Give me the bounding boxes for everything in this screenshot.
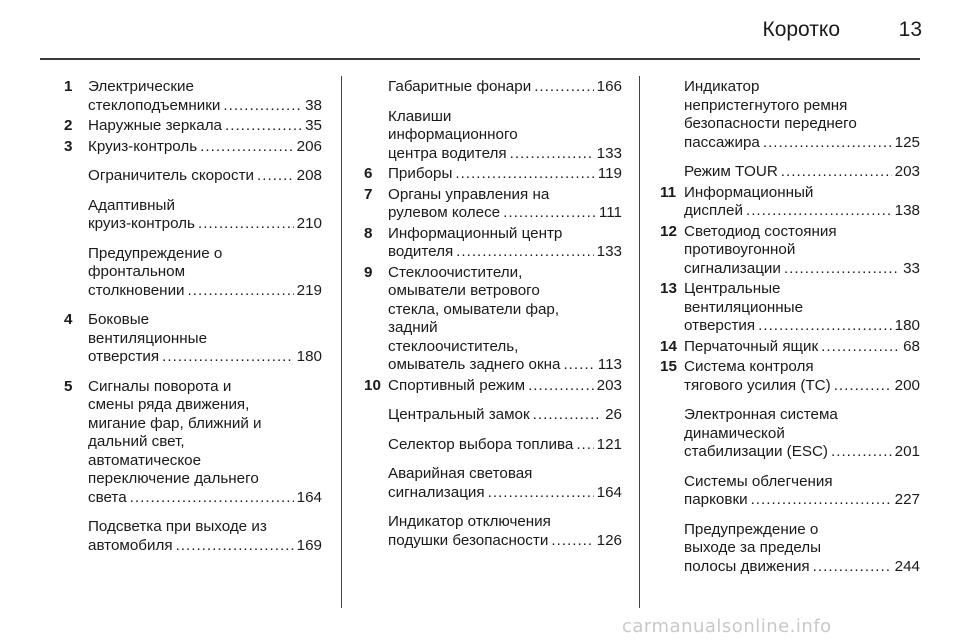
page-reference[interactable]: 203 (894, 163, 920, 180)
entry-text-line: подушки безопасности (388, 531, 549, 549)
entry-text-line: Информационный центр (388, 224, 563, 242)
entry-number: 5 (64, 377, 73, 395)
entry-text-line: Индикатор (684, 78, 760, 95)
page-reference[interactable]: 133 (596, 144, 622, 162)
dot-leader (130, 489, 294, 508)
index-entry (660, 78, 920, 152)
page-number: 13 (898, 18, 922, 41)
entry-text-line: автоматическое (88, 451, 202, 469)
index-entry (660, 358, 920, 395)
dot-leader (751, 491, 892, 510)
dot-leader (813, 558, 892, 577)
page-reference[interactable]: 169 (296, 536, 322, 554)
index-entry (660, 338, 920, 357)
page-reference[interactable]: 166 (596, 78, 622, 95)
entry-text-line: сигнализация (388, 483, 485, 501)
entry-text-line: переключение дальнего (88, 470, 259, 487)
entry-text-line: динамической (684, 424, 785, 442)
page-reference[interactable]: 201 (894, 443, 920, 460)
page-reference[interactable]: 227 (894, 491, 920, 508)
dot-leader (456, 243, 593, 262)
entry-text-line: Клавиши (388, 107, 452, 125)
page-reference[interactable]: 133 (596, 243, 622, 260)
index-entry (364, 108, 622, 164)
entry-text-line: Предупреждение о (684, 520, 819, 538)
page-reference[interactable]: 26 (605, 406, 622, 423)
entry-text-line: Органы управления на (388, 185, 550, 203)
entry-text-line: столкновении (88, 281, 185, 299)
entry-number: 3 (64, 137, 73, 155)
entry-text-line: Сигналы поворота и (88, 377, 232, 395)
entry-text-line: Круиз-контроль (88, 137, 198, 155)
dot-leader (510, 145, 594, 164)
entry-text-line: стеклоочиститель, (388, 337, 519, 355)
dot-leader (551, 532, 593, 551)
page-reference[interactable]: 206 (296, 137, 322, 155)
page-reference[interactable]: 33 (903, 259, 920, 277)
dot-leader (563, 356, 594, 375)
index-entry (364, 264, 622, 375)
index-entry (64, 518, 322, 555)
entry-text-line: Приборы (388, 165, 453, 182)
index-column-3 (660, 78, 920, 587)
entry-text-line: света (88, 488, 127, 506)
dot-leader (455, 165, 594, 184)
dot-leader (533, 406, 602, 425)
page-reference[interactable]: 219 (296, 281, 322, 299)
page-reference[interactable]: 138 (894, 202, 920, 219)
entry-text-line: Система контроля (684, 358, 814, 375)
entry-text-line: Перчаточный ящик (684, 337, 819, 355)
entry-number: 13 (660, 280, 677, 297)
index-entry (364, 186, 622, 223)
entry-text-line: Стеклоочистители, (388, 263, 523, 281)
dot-leader (257, 167, 294, 186)
entry-text-line: задний (388, 319, 438, 336)
index-column-1 (64, 78, 322, 566)
dot-leader (821, 338, 900, 357)
index-entry (660, 473, 920, 510)
index-entry (364, 513, 622, 550)
page-reference[interactable]: 68 (903, 337, 920, 355)
page-reference[interactable]: 35 (305, 117, 322, 134)
entry-text-line: вентиляционные (684, 298, 804, 316)
entry-text-line: фронтальном (88, 263, 186, 280)
header-divider (40, 58, 920, 60)
dot-leader (198, 215, 294, 234)
entry-text-line: мигание фар, ближний и (88, 414, 262, 432)
entry-text-line: Ограничитель скорости (88, 167, 255, 184)
entry-number: 8 (364, 224, 373, 242)
dot-leader (200, 138, 293, 157)
index-entry (64, 78, 322, 115)
dot-leader (758, 317, 892, 336)
entry-text-line: противоугонной (684, 241, 796, 258)
entry-text-line: Информационный (684, 183, 814, 201)
entry-text-line: Адаптивный (88, 196, 175, 214)
entry-text-line: круиз-контроль (88, 215, 195, 232)
watermark: carmanualsonline.info (622, 616, 832, 637)
page-reference[interactable]: 208 (296, 167, 322, 184)
page-reference[interactable]: 126 (596, 531, 622, 549)
entry-text-line: омыватель заднего окна (388, 356, 561, 373)
index-entry (660, 184, 920, 221)
dot-leader (503, 204, 596, 223)
page-reference[interactable]: 180 (296, 348, 322, 365)
index-entry (660, 223, 920, 279)
entry-text-line: парковки (684, 491, 748, 508)
entry-text-line: Наружные зеркала (88, 117, 223, 134)
index-entry (660, 163, 920, 182)
entry-text-line: Режим TOUR (684, 163, 778, 180)
page-reference[interactable]: 200 (894, 376, 920, 394)
entry-text-line: полосы движения (684, 557, 810, 575)
page-reference[interactable]: 180 (894, 317, 920, 334)
page-reference[interactable]: 119 (597, 165, 622, 182)
entry-text-line: дисплей (684, 202, 743, 219)
dot-leader (784, 260, 900, 279)
dot-leader (488, 484, 594, 503)
page-reference[interactable]: 203 (596, 376, 622, 394)
entry-number: 7 (364, 185, 373, 203)
index-entry (660, 521, 920, 577)
entry-text-line: центра водителя (388, 144, 507, 162)
entry-text-line: Светодиод состояния (684, 222, 837, 240)
entry-text-line: Аварийная световая (388, 465, 533, 482)
entry-text-line: пассажира (684, 133, 760, 151)
dot-leader (781, 163, 892, 182)
index-column-2 (364, 78, 622, 561)
page-reference[interactable]: 125 (894, 133, 920, 151)
index-entry (364, 465, 622, 502)
page-reference[interactable]: 113 (597, 356, 622, 373)
index-entry (364, 377, 622, 396)
entry-number: 15 (660, 358, 677, 375)
index-entry (660, 280, 920, 336)
entry-text-line: Индикатор отключения (388, 513, 551, 530)
index-entry (64, 117, 322, 136)
entry-number: 2 (64, 117, 73, 134)
entry-text-line: Габаритные фонари (388, 78, 532, 95)
index-entry (64, 245, 322, 301)
entry-text-line: сигнализации (684, 259, 781, 277)
dot-leader (576, 436, 593, 455)
index-entry (64, 378, 322, 508)
page-reference[interactable]: 210 (296, 215, 322, 232)
entry-text-line: Электронная система (684, 406, 838, 423)
entry-text-line: рулевом колесе (388, 204, 501, 221)
page-reference[interactable]: 164 (296, 488, 322, 506)
entry-text-line: стабилизации (ESC) (684, 443, 828, 460)
dot-leader (528, 377, 594, 396)
entry-text-line: водителя (388, 243, 454, 260)
entry-text-line: стекла, омыватели фар, (388, 300, 560, 318)
entry-text-line: автомобиля (88, 536, 173, 554)
entry-text-line: смены ряда движения, (88, 396, 250, 413)
entry-text-line: Подсветка при выходе из (88, 518, 267, 535)
entry-number: 12 (660, 222, 677, 240)
index-entry (64, 138, 322, 157)
index-entry (364, 78, 622, 97)
dot-leader (834, 377, 892, 396)
entry-number: 9 (364, 263, 373, 281)
entry-text-line: Центральные (684, 280, 781, 297)
entry-text-line: выходе за пределы (684, 539, 822, 556)
entry-text-line: Селектор выбора топлива (388, 435, 574, 453)
dot-leader (534, 78, 593, 97)
entry-text-line: информационного (388, 126, 518, 143)
dot-leader (223, 97, 302, 116)
index-entry (364, 165, 622, 184)
entry-text-line: безопасности переднего (684, 115, 857, 132)
dot-leader (746, 202, 892, 221)
page-reference[interactable]: 111 (598, 204, 622, 221)
page-reference[interactable]: 121 (596, 435, 622, 453)
entry-number: 1 (64, 78, 73, 95)
dot-leader (831, 443, 892, 462)
entry-number: 4 (64, 311, 73, 328)
index-entry (660, 406, 920, 462)
dot-leader (188, 282, 294, 301)
dot-leader (225, 117, 302, 136)
entry-number: 6 (364, 165, 373, 182)
dot-leader (162, 348, 294, 367)
entry-text-line: тягового усилия (TC) (684, 376, 831, 394)
index-entry (364, 225, 622, 262)
page-reference[interactable]: 164 (596, 483, 622, 501)
index-entry (64, 197, 322, 234)
entry-text-line: непристегнутого ремня (684, 96, 848, 114)
column-divider-1 (341, 76, 342, 608)
page-title: Коротко (762, 18, 840, 41)
page-reference[interactable]: 38 (305, 96, 322, 114)
column-divider-2 (639, 76, 640, 608)
dot-leader (176, 537, 294, 556)
index-entry (64, 167, 322, 186)
page-reference[interactable]: 244 (894, 557, 920, 575)
entry-number: 14 (660, 337, 677, 355)
entry-text-line: отверстия (684, 317, 756, 334)
entry-text-line: омыватели ветрового (388, 282, 540, 299)
index-entry (364, 436, 622, 455)
entry-text-line: стеклоподъемники (88, 96, 221, 114)
entry-number: 10 (364, 376, 381, 394)
index-entry (64, 311, 322, 367)
entry-text-line: Спортивный режим (388, 376, 526, 394)
entry-number: 11 (660, 183, 677, 201)
entry-text-line: дальний свет, (88, 433, 185, 450)
entry-text-line: Электрические (88, 78, 194, 95)
dot-leader (763, 134, 892, 153)
entry-text-line: Центральный замок (388, 406, 530, 423)
entry-text-line: отверстия (88, 348, 160, 365)
entry-text-line: вентиляционные (88, 329, 208, 347)
index-entry (364, 406, 622, 425)
entry-text-line: Предупреждение о (88, 244, 223, 262)
entry-text-line: Боковые (88, 311, 150, 328)
entry-text-line: Системы облегчения (684, 472, 833, 490)
